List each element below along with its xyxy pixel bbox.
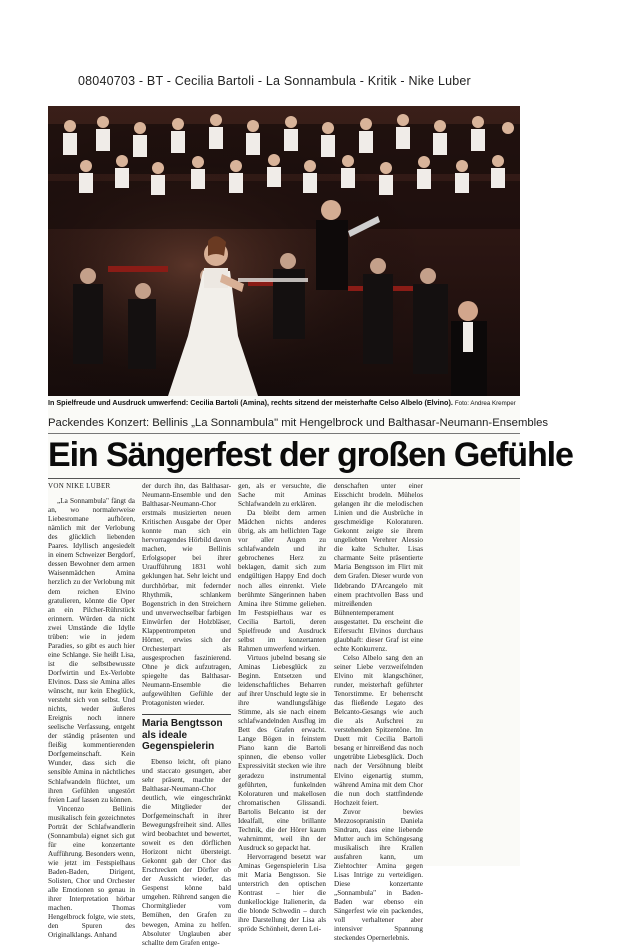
headline-divider <box>48 478 520 479</box>
paragraph: Hervorragend besetzt war Aminas Gegenspielerin Lisa mit Maria Bengtsson. Sie unterstrich den optischen Kontrast – hier die dunkellockige Italienerin, da die blonde Schwedin – durch ihre Darstellung der Lisa als spröde Schönheit, deren Lei- <box>238 852 326 934</box>
article-column-4 <box>334 482 423 943</box>
photo-caption <box>48 398 520 412</box>
article-column-3 <box>238 482 326 934</box>
concert-photo <box>48 106 520 396</box>
photo-credit: Foto: Andrea Kremper <box>454 400 516 407</box>
paragraph: der durch ihn, das Balthasar-Neumann-Ensemble und den Balthasar-Neumann-Chor erstmals musizierten neuen Kritischen Ausgabe der Oper konnte man sich ein hervorragendes Hörbild davon machen, wie Bellinis Erfolgsoper bei ihrer Uraufführung 1831 wohl geklungen hat. Sehr leicht und durchhörbar, mit federnder Rhythmik, schlankem Bogenstrich in den Streichern und unverwechselbar farbigen Einwürfen der Holzbläser, Klappentrompeten und Hörner, erwies sich der Orchesterpart als ausgesprochen faszinierend. Ohne je dick aufzutragen, spiegelte das Balthasar-Neumann-Ensemble die aufgewühlten Gefühle der Protagonisten wieder. <box>142 482 231 708</box>
paragraph: „La Sonnambula" fängt da an, wo normalerweise Liebesromane aufhören, nämlich mit der Verlobung des glücklich liebenden Paares. Idyllisch angesiedelt in einem Schweizer Bergdorf, dessen Bewohner dem armen Waisenmädchen Amina herzlich zu der Verlobung mit dem reichen Elvino gratulieren, könnte die Oper an ein Pilcher-Rührstück erinnern. Würden da nicht zwei Umstände die Idylle trüben: wie in jedem Paradies, so gibt es auch hier eine Schlange. Sie heißt Lisa, ist die selbstbewusste Dorfwirtin und Ex-Verlobte Elvinos. Dass sie Amina alles wünscht, nur kein Eheglück, versteht sich von selbst. Und nichts, weder äußeres Ereignis noch innere seelische Verfassung, entgeht der ständig präsenten und fleißig kommentierenden Dorfgemeinschaft. Kein Wunder, dass sich die sensible Amina in nächtliches Schlafwandeln flüchtet, um ihren Gefühlen ungestört freien Lauf lassen zu können. <box>48 497 135 804</box>
subheading: Maria Bengtsson als ideale Gegenspielerin <box>142 714 231 753</box>
kicker-divider <box>48 433 520 434</box>
paragraph: Ebenso leicht, oft piano und staccato gesungen, aber sehr präsent, machte der Balthasar-Neumann-Chor deutlich, wie eingeschränkt die Mitglieder der Dorfgemeinschaft in ihrer Bewegungsfreiheit sind. Alles wird beobachtet und bewertet, soweit es den dörflichen Horizont nicht übersteigt. Gekonnt gab der Chor das Erschrecken der Dörfler ob der Aussicht wieder, das Gespenst könne bald umgehen. Rührend sangen die Chormitglieder vom Bemühen, den Grafen zu bewegen, Amina zu helfen. Absoluter Unglauben aber schallte dem Grafen entge- <box>142 757 231 947</box>
headline: Ein Sängerfest der großen Gefühle <box>48 436 573 474</box>
header-line: 08040703 - BT - Cecilia Bartoli - La Sonnambula - Kritik - Nike Luber <box>78 74 471 88</box>
paragraph: Da bleibt dem armen Mädchen nichts anderes übrig, als am hellichten Tage vor aller Augen zu schlafwandeln und ihr gebrochenes Herz zu beklagen, damit sich zum endgültigen Happy End doch noch alles einrenkt. Viele berühmte Sängerinnen haben Amina ihre Stimme geliehen. Im Festspielhaus war es Cecilia Bartoli, deren Spielfreude und Ausdruck selbst im konzertanten Rahmen umwerfend wirken. <box>238 509 326 653</box>
concert-photo-illustration <box>48 106 520 396</box>
paragraph: denschaften unter einer Eisschicht brodeln. Mühelos gelangen ihr die melodischen Linien und die Ausbrüche in geschmeidige Koloraturen. Gekonnt zeigte sie ihrem ungeliebten Verehrer Alessio die kalte Schulter. Lisas charmante Seite präsentierte Maria Bengtsson im Flirt mit dem Grafen. Dieser wurde von Ildebrando D'Arcangelo mit einem prachtvollen Bass und mitreißenden Bühnentemperament ausgestattet. Da erscheint die Eifersucht Elvinos durchaus glaubhaft: dieser Graf ist eine echte Konkurrenz. <box>334 482 423 653</box>
newspaper-clipping <box>48 106 573 947</box>
paragraph: Celso Albelo sang den an seiner Liebe verzweifelnden Elvino mit klangschöner, runder, meisterhaft geführter Tenorstimme. Er beherrscht das fließende Legato des Belcanto-Gesangs wie auch die als Aufschrei zu verstehenden Spitzentöne. Im Duett mit Cecilia Bartoli besang er hinreißend das noch ungetrübte Liebesglück. Doch nach der Versöhnung bleibt Elvino eigenartig stumm, während Amina mit dem Chor die nun doch stattfindende Hochzeit feiert. <box>334 653 423 807</box>
photo-caption-text: In Spielfreude und Ausdruck umwerfend: Cecilia Bartoli (Amina), rechts sitzend der meisterhafte Celso Albelo (Elvino). <box>48 398 453 407</box>
article-column-2 <box>142 482 231 948</box>
paragraph: Virtuos jubelnd besang sie Aminas Liebesglück zu Beginn. Entsetzen und leidenschaftliches Beharren auf ihrer Unschuld legte sie in ihre wandlungsfähige Stimme, als sie nach einem schlafwandelnden Ausflug im Bett des Grafen erwacht. Lange Bögen in feinstem Piano kann die Bartoli spinnen, die ebenso voller Expressivität stecken wie ihre geradezu instrumental geführten, funkelnden Koloraturen und makellosen chromatischen Glissandi. Bartolis Belcanto ist der Idealfall, eine brillante Technik, die der Hörer kaum wahrnimmt, weil ihn der Ausdruck so gepackt hat. <box>238 653 326 852</box>
kicker: Packendes Konzert: Bellinis „La Sonnambula" mit Hengelbrock und Balthasar-Neumann-Ensembles <box>48 417 549 429</box>
byline: VON NIKE LUBER <box>48 482 111 490</box>
paragraph: gen, als er versuchte, die Sache mit Aminas Schlafwandeln zu erklären. <box>238 482 326 509</box>
paragraph: Zuvor bewies Mezzosopranistin Daniela Sindram, dass eine liebende Mutter auch im Schöngesang musikalisch ihre Krallen ausfahren kann, um Ziehtochter Amina gegen Lisas Intrige zu verteidigen. Diese konzertante „Sonnambula" in Baden-Baden war ebenso ein Sängerfest wie ein packendes, voll verhaltener aber intensiver Spannung steckendes Opernerlebnis. <box>334 807 423 943</box>
paragraph: Vincenzo Bellinis musikalisch fein gezeichnetes Porträt der Schlafwandlerin (Sonnambula) eignet sich gut für eine konzertante Aufführung. Besonders wenn, wie jetzt im Festspielhaus Baden-Baden, Dirigent, Solisten, Chor und Orchester alle Emotionen so genau in ihrer Interpretation hörbar machen. Thomas Hengelbrock folgte, wie stets, den Spuren des Originalklangs. Anhand <box>48 804 135 940</box>
article-column-1 <box>48 482 135 940</box>
